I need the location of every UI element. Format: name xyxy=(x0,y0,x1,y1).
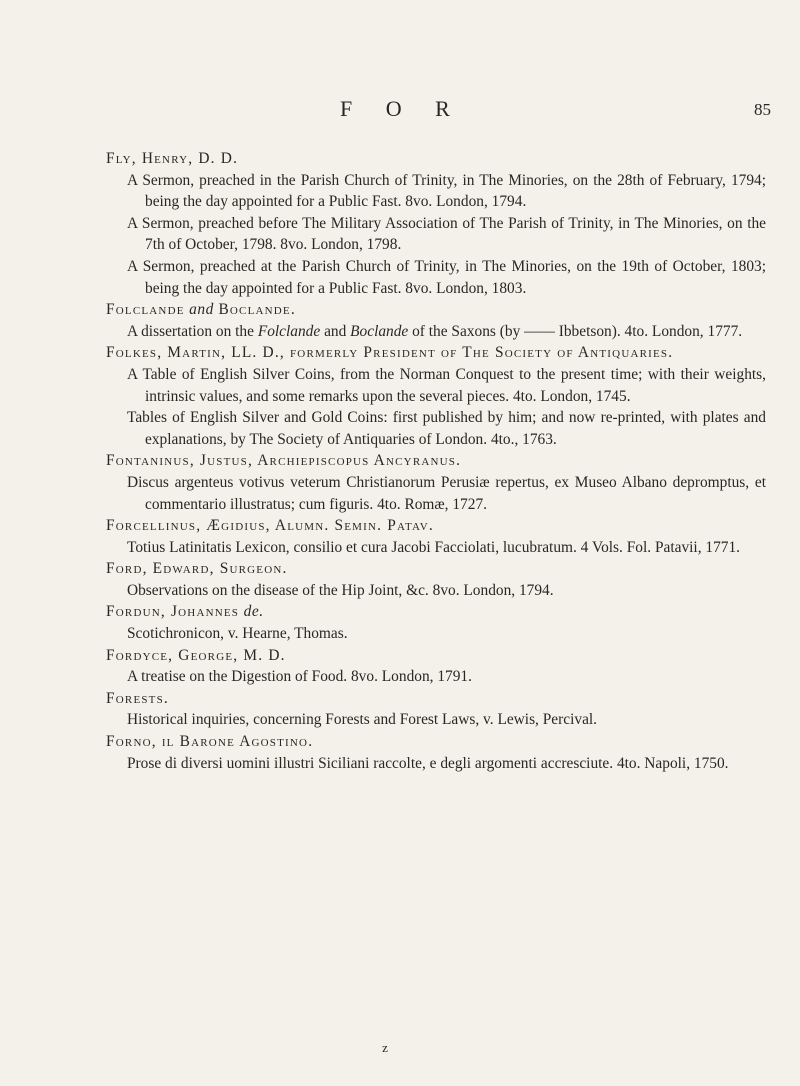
entry-heading: Fontaninus, Justus, Archiepiscopus Ancyranus. xyxy=(106,452,462,470)
entry-heading xyxy=(106,299,766,321)
entry-heading xyxy=(106,601,766,623)
catalogue-entry xyxy=(106,688,766,731)
entry-work: A treatise on the Digestion of Food. 8vo. London, 1791. xyxy=(127,668,472,686)
heading-conjunction: and xyxy=(189,301,214,319)
work-italic: Folclande xyxy=(257,322,321,340)
catalogue-entry xyxy=(106,342,766,450)
heading-part: Folclande xyxy=(106,301,185,319)
entry-work: Scotichronicon, v. Hearne, Thomas. xyxy=(127,625,348,643)
entry-work: Tables of English Silver and Gold Coins: first published by him; and now re-printed, with plates and explanations, by The Society of Antiquaries of London. 4to., 1763. xyxy=(127,409,766,448)
running-title: F O R xyxy=(340,96,464,121)
heading-part: Boclande. xyxy=(218,301,296,319)
catalogue-entry xyxy=(106,299,766,342)
catalogue-body xyxy=(106,148,766,774)
entry-heading: Ford, Edward, Surgeon. xyxy=(106,560,288,578)
entry-heading: Folkes, Martin, LL. D., formerly President of The Society of Antiquaries. xyxy=(106,344,674,362)
entry-heading: Forcellinus, Ægidius, Alumn. Semin. Patav. xyxy=(106,517,434,535)
catalogue-entry xyxy=(106,558,766,601)
work-text: of the Saxons (by —— Ibbetson). 4to. London, 1777. xyxy=(408,322,743,340)
work-text: A dissertation on the xyxy=(127,322,258,340)
entry-work: A Sermon, preached before The Military Association of The Parish of Trinity, in The Minories, on the 7th of October, 1798. 8vo. London, 1798. xyxy=(127,214,766,254)
entry-work: Totius Latinitatis Lexicon, consilio et cura Jacobi Facciolati, lucubratum. 4 Vols. Fol. Patavii, 1771. xyxy=(127,538,741,556)
catalogue-entry xyxy=(106,731,766,774)
entry-work: A Sermon, preached at the Parish Church of Trinity, in The Minories, on the 19th of October, 1803; being the day appointed for a Public Fast. 8vo. London, 1803. xyxy=(127,257,766,297)
signature-mark xyxy=(0,1040,800,1056)
entry-work: Observations on the disease of the Hip Joint, &c. 8vo. London, 1794. xyxy=(127,581,554,599)
entry-heading: Forests. xyxy=(106,689,169,707)
entry-work: A Sermon, preached in the Parish Church of Trinity, in The Minories, on the 28th of February, 1794; being the day appointed for a Public Fast. 8vo. London, 1794. xyxy=(127,171,766,211)
entry-work: Historical inquiries, concerning Forests and Forest Laws, v. Lewis, Percival. xyxy=(127,711,598,729)
catalogue-entry xyxy=(106,148,766,299)
heading-part: Fordun, Johannes xyxy=(106,603,240,621)
entry-work: Prose di diversi uomini illustri Siciliani raccolte, e degli argomenti accresciute. 4to. Napoli, 1750. xyxy=(127,754,729,772)
work-italic: Boclande xyxy=(350,322,409,340)
catalogue-entry xyxy=(106,515,766,558)
entry-heading: Fly, Henry, D. D. xyxy=(106,150,239,167)
catalogue-entry xyxy=(106,450,766,515)
catalogue-entry xyxy=(106,645,766,688)
entry-work: A Table of English Silver Coins, from the Norman Conquest to the present time; with their weights, intrinsic values, and some remarks upon the several pieces. 4to. London, 1745. xyxy=(127,365,766,405)
entry-heading: Forno, il Barone Agostino. xyxy=(106,733,314,751)
signature-letter: z xyxy=(382,1040,388,1055)
catalogue-entry xyxy=(106,601,766,644)
entry-work xyxy=(127,321,766,343)
entry-work: Discus argenteus votivus veterum Christianorum Perusiæ repertus, ex Museo Albano depromptus, et commentario illustratus; cum figuris. 4to. Romæ, 1727. xyxy=(127,473,766,513)
page-number: 85 xyxy=(754,100,771,119)
heading-particle: de. xyxy=(243,603,264,621)
entry-heading: Fordyce, George, M. D. xyxy=(106,646,286,664)
work-text: and xyxy=(320,322,351,340)
